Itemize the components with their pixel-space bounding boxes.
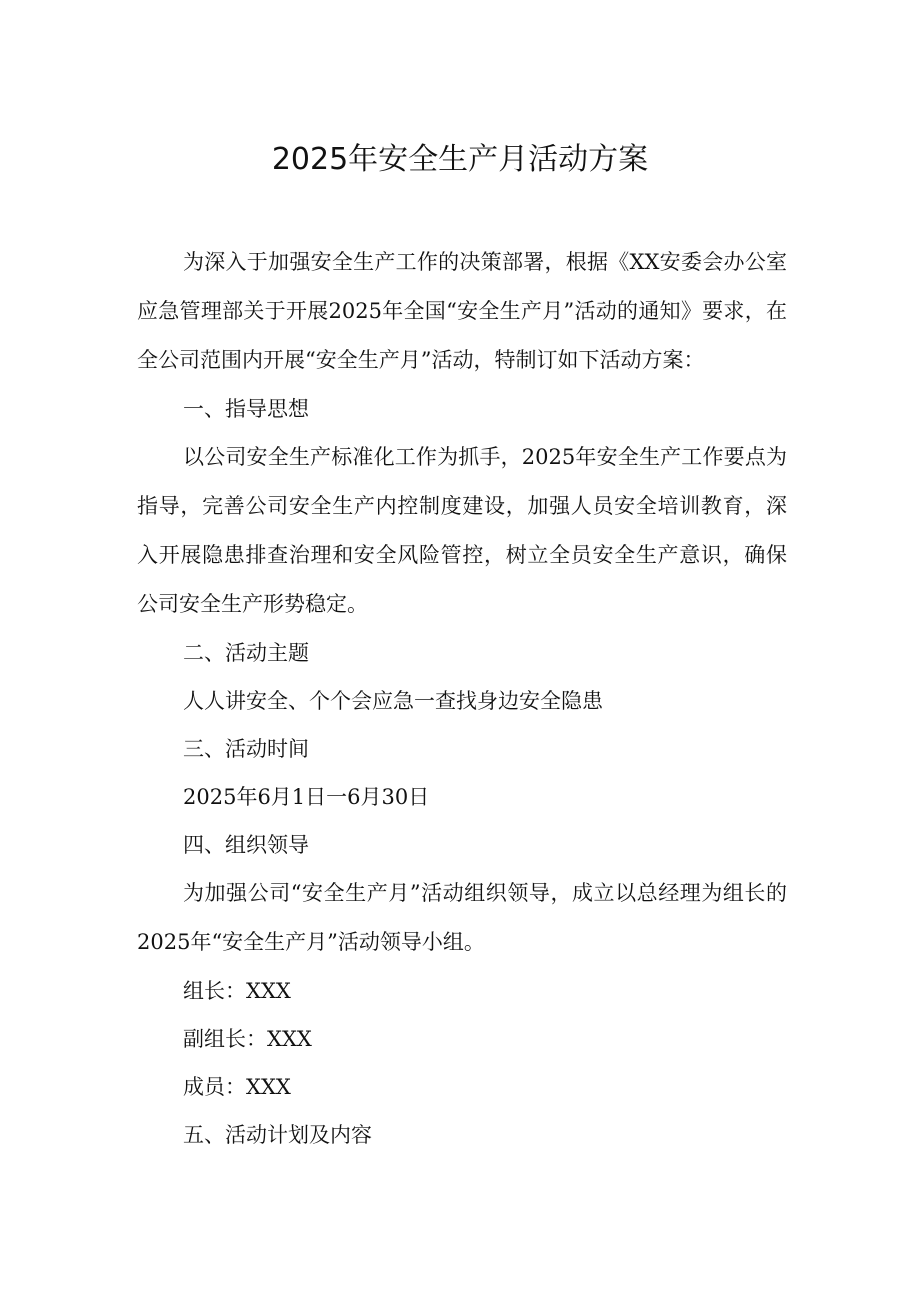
section-heading-activity-plan: 五、活动计划及内容	[183, 1123, 372, 1147]
activity-time-text: 2025年6月1日一6月30日	[183, 785, 430, 809]
intro-paragraph: 为深入于加强安全生产工作的决策部署，根据《XX安委会办公室应急管理部关于开展2025年全国“安全生产月”活动的通知》要求，在全公司范围内开展“安全生产月”活动，特制订如下活动方案：	[137, 250, 787, 372]
activity-theme-text: 人人讲安全、个个会应急一查找身边安全隐患	[183, 689, 603, 713]
leader-line: 组长：XXX	[183, 979, 291, 1003]
members-line: 成员：XXX	[183, 1075, 291, 1099]
section-heading-activity-theme: 二、活动主题	[183, 641, 309, 665]
section-heading-organization: 四、组织领导	[183, 833, 309, 857]
section-heading-guiding-ideology: 一、指导思想	[183, 397, 309, 421]
section-heading-activity-time: 三、活动时间	[183, 737, 309, 761]
document-body	[137, 238, 787, 1159]
organization-paragraph: 为加强公司“安全生产月”活动组织领导，成立以总经理为组长的2025年“安全生产月”活动领导小组。	[137, 881, 787, 954]
guiding-ideology-paragraph: 以公司安全生产标准化工作为抓手，2025年安全生产工作要点为指导，完善公司安全生产内控制度建设，加强人员安全培训教育，深入开展隐患排查治理和安全风险管控，树立全员安全生产意识，确保公司安全生产形势稳定。	[137, 445, 787, 616]
deputy-leader-line: 副组长：XXX	[183, 1027, 312, 1051]
document-title: 2025年安全生产月活动方案	[271, 142, 649, 177]
